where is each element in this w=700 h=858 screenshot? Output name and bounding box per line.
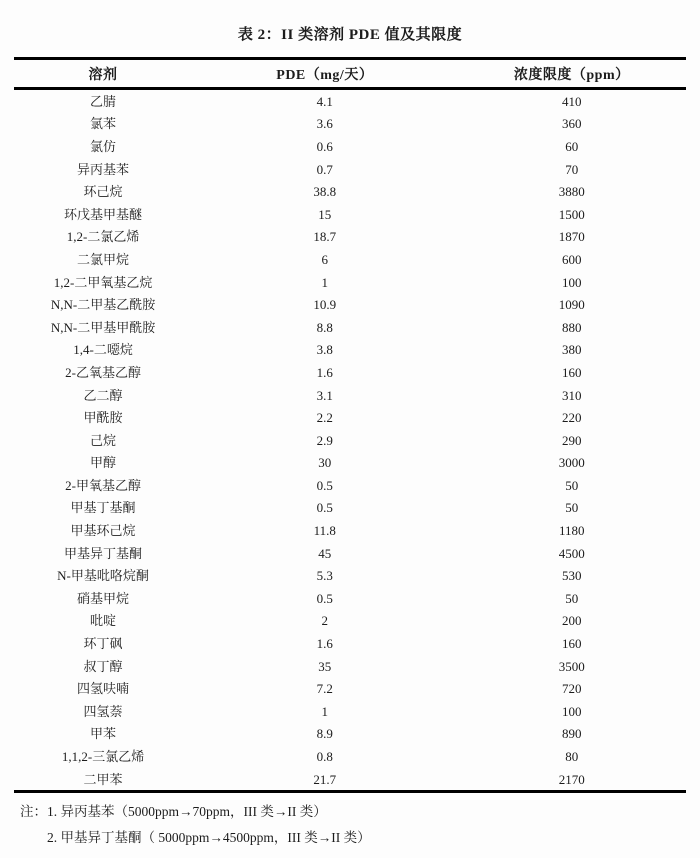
cell-solvent: 氯仿	[90, 138, 117, 154]
cell-pde: 11.8	[313, 523, 336, 539]
table-row	[14, 113, 686, 136]
cell-solvent: 四氢呋喃	[77, 681, 130, 697]
table-row	[14, 248, 686, 271]
cell-pde: 30	[318, 455, 332, 471]
cell-pde: 5.3	[316, 568, 333, 584]
cell-pde: 1.6	[316, 364, 333, 380]
cell-solvent: 1,4-二噁烷	[73, 342, 133, 358]
cell-limit: 2170	[558, 771, 585, 787]
cell-pde: 3.1	[316, 387, 333, 403]
table-row	[14, 361, 686, 384]
cell-limit: 50	[565, 500, 579, 516]
cell-limit: 160	[562, 636, 582, 652]
col-header-limit: 浓度限度（ppm）	[458, 59, 686, 89]
cell-solvent: 甲苯	[90, 726, 117, 742]
note-lines	[47, 799, 686, 851]
cell-pde: 0.5	[316, 500, 333, 516]
cell-pde: 0.5	[316, 477, 333, 493]
cell-limit: 100	[562, 274, 582, 290]
table-row	[14, 542, 686, 565]
table-row	[14, 700, 686, 723]
cell-pde: 15	[318, 206, 332, 222]
cell-solvent: 甲酰胺	[83, 410, 123, 426]
cell-solvent: 环丁砜	[83, 636, 123, 652]
cell-pde: 1	[321, 703, 329, 719]
cell-solvent: 甲醇	[90, 455, 117, 471]
cell-pde: 1	[321, 274, 329, 290]
cell-limit: 720	[562, 681, 582, 697]
cell-limit: 160	[562, 364, 582, 380]
cell-pde: 0.8	[316, 749, 333, 765]
cell-solvent: 四氢萘	[83, 703, 123, 719]
cell-solvent: 乙二醇	[83, 387, 123, 403]
cell-solvent: 1,1,2-三氯乙烯	[61, 749, 145, 765]
table-row	[14, 293, 686, 316]
cell-pde: 2.9	[316, 432, 333, 448]
cell-pde: 10.9	[313, 297, 337, 313]
cell-pde: 7.2	[316, 681, 333, 697]
cell-solvent: 2-甲氧基乙醇	[65, 477, 141, 493]
cell-limit: 1500	[558, 206, 585, 222]
cell-pde: 3.8	[316, 342, 333, 358]
cell-pde: 45	[318, 545, 332, 561]
table-row	[14, 632, 686, 655]
cell-pde: 3.6	[316, 116, 333, 132]
cell-solvent: 乙腈	[90, 93, 117, 109]
cell-solvent: 氯苯	[90, 116, 117, 132]
table-row	[14, 203, 686, 226]
cell-pde: 38.8	[313, 184, 337, 200]
cell-solvent: N,N-二甲基甲酰胺	[50, 319, 156, 335]
col-header-solvent: 溶剂	[14, 59, 192, 89]
notes-section	[14, 799, 686, 851]
cell-solvent: 甲基环己烷	[70, 523, 136, 539]
table-row	[14, 587, 686, 610]
cell-pde: 1.6	[316, 636, 333, 652]
cell-limit: 530	[562, 568, 582, 584]
cell-solvent: N-甲基吡咯烷酮	[57, 568, 149, 584]
cell-pde: 0.7	[316, 161, 333, 177]
cell-limit: 1090	[558, 297, 585, 313]
cell-pde: 8.8	[316, 319, 333, 335]
cell-limit: 3500	[558, 658, 585, 674]
cell-solvent: 甲基丁基酮	[70, 500, 136, 516]
table-row	[14, 452, 686, 475]
table-row	[14, 610, 686, 633]
solvent-table	[14, 57, 686, 793]
cell-limit: 880	[562, 319, 582, 335]
table-row	[14, 723, 686, 746]
cell-limit: 100	[562, 703, 582, 719]
cell-limit: 70	[565, 161, 579, 177]
cell-pde: 0.6	[316, 138, 333, 154]
note-line-2: 2. 甲基异丁基酮（ 5000ppm→4500ppm，III 类→II 类）	[47, 830, 371, 846]
header-row	[14, 59, 686, 89]
cell-limit: 3000	[558, 455, 585, 471]
cell-pde: 8.9	[316, 726, 333, 742]
note-line-1: 1. 异丙基苯（5000ppm→70ppm，III 类→II 类）	[47, 804, 327, 820]
cell-pde: 2.2	[316, 410, 333, 426]
cell-pde: 21.7	[313, 771, 337, 787]
table-row	[14, 384, 686, 407]
cell-solvent: 己烷	[90, 432, 117, 448]
table-row	[14, 406, 686, 429]
cell-solvent: N,N-二甲基乙酰胺	[50, 297, 156, 313]
table-row	[14, 677, 686, 700]
table-row	[14, 158, 686, 181]
cell-limit: 200	[562, 613, 582, 629]
cell-solvent: 二氯甲烷	[77, 251, 130, 267]
cell-solvent: 1,2-二甲氧基乙烷	[53, 274, 153, 290]
cell-limit: 360	[562, 116, 582, 132]
table-row	[14, 745, 686, 768]
cell-pde: 18.7	[313, 229, 337, 245]
table-row	[14, 655, 686, 678]
cell-solvent: 甲基异丁基酮	[64, 545, 143, 561]
cell-limit: 4500	[558, 545, 585, 561]
cell-limit: 3880	[558, 184, 585, 200]
table-row	[14, 768, 686, 792]
cell-limit: 290	[562, 432, 582, 448]
cell-limit: 890	[562, 726, 582, 742]
cell-solvent: 异丙基苯	[77, 161, 130, 177]
cell-solvent: 叔丁醇	[83, 658, 123, 674]
cell-limit: 380	[562, 342, 582, 358]
cell-limit: 220	[562, 410, 582, 426]
cell-solvent: 1,2-二氯乙烯	[66, 229, 140, 245]
notes-label: 注：	[20, 804, 47, 820]
cell-pde: 0.5	[316, 590, 333, 606]
cell-limit: 600	[562, 251, 582, 267]
table-row	[14, 519, 686, 542]
col-header-pde: PDE（mg/天）	[192, 59, 457, 89]
cell-limit: 310	[562, 387, 582, 403]
table-row	[14, 271, 686, 294]
cell-solvent: 二甲苯	[83, 771, 123, 787]
cell-pde: 4.1	[316, 93, 333, 109]
cell-pde: 2	[321, 613, 329, 629]
cell-solvent: 吡啶	[90, 613, 117, 629]
cell-limit: 50	[565, 477, 579, 493]
table-row	[14, 474, 686, 497]
cell-limit: 1870	[558, 229, 585, 245]
table-row	[14, 564, 686, 587]
table-title: 表 2：II 类溶剂 PDE 值及其限度	[237, 27, 463, 43]
cell-solvent: 硝基甲烷	[77, 590, 130, 606]
cell-limit: 410	[562, 93, 582, 109]
cell-solvent: 2-乙氧基乙醇	[65, 364, 141, 380]
table-row	[14, 429, 686, 452]
cell-limit: 50	[565, 590, 579, 606]
table-row	[14, 316, 686, 339]
cell-limit: 1180	[558, 523, 585, 539]
cell-pde: 35	[318, 658, 332, 674]
cell-solvent: 环戊基甲基醚	[64, 206, 143, 222]
cell-limit: 60	[565, 138, 579, 154]
table-row	[14, 339, 686, 362]
cell-pde: 6	[321, 251, 329, 267]
table-row	[14, 180, 686, 203]
table-row	[14, 89, 686, 113]
cell-solvent: 环己烷	[83, 184, 123, 200]
table-row	[14, 135, 686, 158]
table-row	[14, 497, 686, 520]
table-row	[14, 226, 686, 249]
cell-limit: 80	[565, 749, 579, 765]
